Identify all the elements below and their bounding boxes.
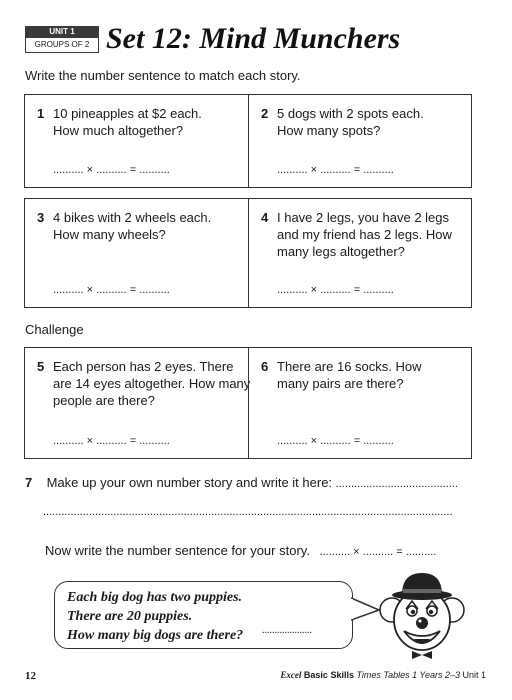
- challenge-heading: Challenge: [25, 322, 84, 337]
- bubble-line-3: How many big dogs are there?: [67, 628, 244, 643]
- speech-bubble: [54, 581, 353, 649]
- footer-series: [280, 670, 486, 680]
- question-number: 5: [37, 359, 45, 374]
- answer-blank[interactable]: .......... × .......... = ..........: [53, 164, 170, 176]
- question-text: 4 bikes with 2 wheels each. How many wheels?: [53, 210, 212, 242]
- unit-label: UNIT 1: [25, 26, 99, 37]
- question-text: I have 2 legs, you have 2 legs and my friend has 2 legs. How many legs altogether?: [277, 210, 452, 259]
- question-2: [248, 95, 471, 187]
- question-3: [25, 199, 248, 307]
- question-text: 10 pineapples at $2 each. How much altogether?: [53, 106, 202, 138]
- answer-blank[interactable]: .......... × .......... = ..........: [277, 435, 394, 447]
- question-text: There are 16 socks. How many pairs are there?: [277, 359, 422, 391]
- footer-unit: Unit 1: [462, 670, 486, 680]
- instruction-text: Write the number sentence to match each story.: [25, 68, 301, 83]
- answer-blank[interactable]: .......... × .......... = ..........: [53, 435, 170, 447]
- now-write-text: Now write the number sentence for your story.: [45, 543, 310, 558]
- bubble-line-2: There are 20 puppies.: [67, 609, 193, 624]
- question-number: 7: [25, 475, 33, 490]
- now-write-line: [45, 543, 436, 558]
- page-number: 12: [25, 670, 36, 682]
- bubble-answer-blank[interactable]: ....................: [262, 625, 312, 636]
- bubble-line-1: Each big dog has two puppies.: [67, 590, 243, 605]
- question-row-3: [24, 347, 472, 459]
- story-blank-line[interactable]: ......................................................................................................................................: [43, 506, 453, 518]
- question-text: 5 dogs with 2 spots each. How many spots?: [277, 106, 424, 138]
- question-4: [248, 199, 471, 307]
- answer-blank[interactable]: .......... × .......... = ..........: [277, 164, 394, 176]
- question-number: 6: [261, 359, 269, 374]
- footer-series-name: Basic Skills: [303, 670, 354, 680]
- question-text: Each person has 2 eyes. There are 14 eyes altogether. How many people are there?: [53, 359, 251, 408]
- answer-blank[interactable]: .......... × .......... = ..........: [277, 284, 394, 296]
- question-number: 4: [261, 210, 269, 225]
- unit-tag: [25, 26, 99, 53]
- question-number: 3: [37, 210, 45, 225]
- story-blank[interactable]: ........................................: [335, 478, 458, 490]
- answer-blank[interactable]: .......... × .......... = ..........: [319, 546, 437, 558]
- question-number: 2: [261, 106, 269, 121]
- question-text: Make up your own number story and write it here:: [46, 475, 333, 490]
- group-label: GROUPS OF 2: [25, 37, 99, 53]
- question-6: [248, 348, 471, 458]
- question-row-1: [24, 94, 472, 188]
- answer-blank[interactable]: .......... × .......... = ..........: [53, 284, 170, 296]
- footer-brand: Excel: [280, 670, 302, 680]
- question-7: [25, 475, 480, 490]
- question-row-2: [24, 198, 472, 308]
- footer-book: Times Tables 1 Years 2–3: [356, 670, 460, 680]
- clown-icon: [372, 565, 472, 660]
- question-5: [25, 348, 251, 458]
- question-1: [25, 95, 248, 187]
- question-number: 1: [37, 106, 45, 121]
- page-title: Set 12: Mind Munchers: [106, 22, 401, 55]
